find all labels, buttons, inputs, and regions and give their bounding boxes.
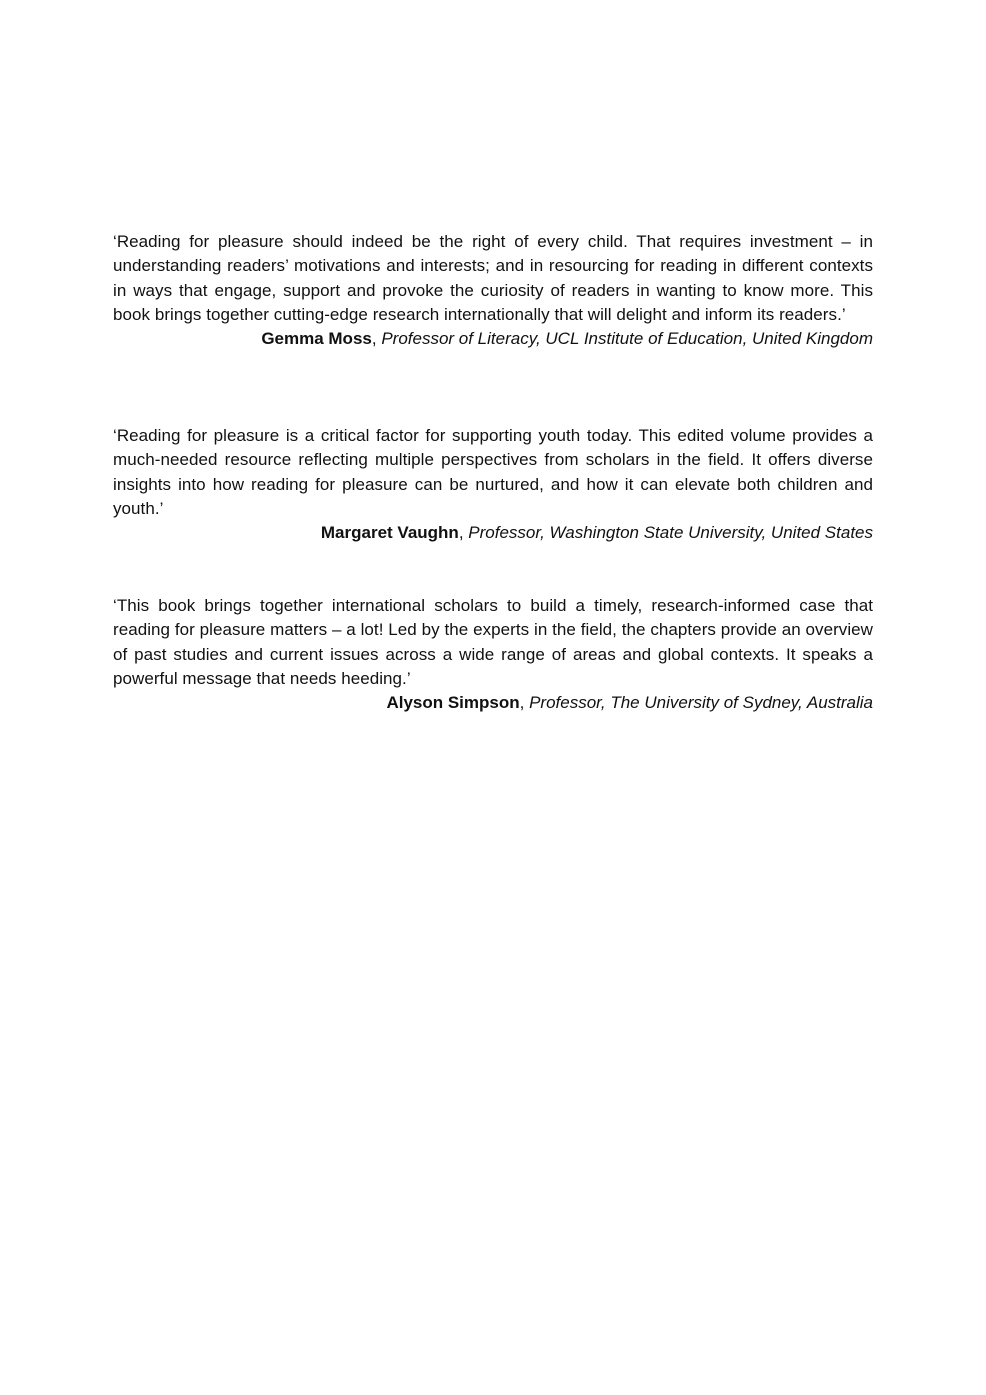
endorsement-quote: ‘This book brings together international scholars to build a timely, research-informed case that reading for pleasure matters – a lot! Led by the experts in the field, the chapters provide an overview of past studies and current issues across a wide range of areas and global contexts. It speaks a powerful message that needs heeding.’ xyxy=(113,596,873,688)
endorsement-gemma-moss xyxy=(113,230,873,351)
endorsement-margaret-vaughn xyxy=(113,424,873,545)
endorsement-attribution xyxy=(113,521,873,545)
endorsement-attribution xyxy=(113,691,873,715)
endorser-role: Professor of Literacy, UCL Institute of Education, United Kingdom xyxy=(381,329,873,349)
endorsement-alyson-simpson xyxy=(113,594,873,715)
attribution-separator: , xyxy=(519,693,530,713)
endorser-role: Professor, Washington State University, United States xyxy=(468,523,873,543)
endorsement-attribution xyxy=(113,327,873,351)
endorser-name: Gemma Moss xyxy=(261,329,372,349)
endorsement-quote: ‘Reading for pleasure should indeed be the right of every child. That requires investment – in understanding readers’ motivations and interests; and in resourcing for reading in different contexts in ways that engage, support and provoke the curiosity of readers in wanting to know more. This book brings together cutting-edge research internationally that will delight and inform its readers.’ xyxy=(113,232,873,324)
endorser-role: Professor, The University of Sydney, Australia xyxy=(529,693,873,713)
endorser-name: Alyson Simpson xyxy=(386,693,520,713)
endorser-name: Margaret Vaughn xyxy=(320,523,459,543)
endorsement-quote: ‘Reading for pleasure is a critical factor for supporting youth today. This edited volume provides a much-needed resource reflecting multiple perspectives from scholars in the field. It offers diverse insights into how reading for pleasure can be nurtured, and how it can elevate both children and youth.’ xyxy=(113,426,873,518)
attribution-separator: , xyxy=(458,523,469,543)
attribution-separator: , xyxy=(371,329,382,349)
